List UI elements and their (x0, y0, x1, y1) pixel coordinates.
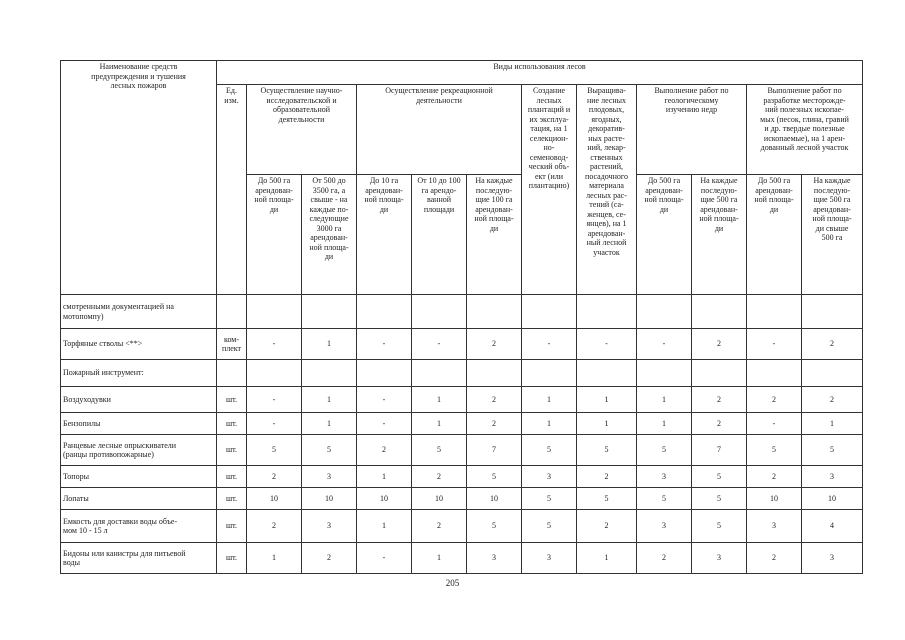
row-value-cell: 1 (357, 510, 412, 543)
row-value-cell: 5 (577, 435, 637, 466)
row-value-cell: 10 (747, 488, 802, 510)
row-value-cell (522, 360, 577, 387)
row-value-cell: 2 (412, 466, 467, 488)
row-value-cell: 10 (302, 488, 357, 510)
row-value-cell: 2 (302, 543, 357, 574)
header-unit-column: Ед. изм. (217, 85, 247, 295)
row-value-cell: - (637, 329, 692, 360)
page-number: 205 (445, 578, 460, 588)
row-value-cell: - (247, 329, 302, 360)
row-value-cell: 3 (302, 510, 357, 543)
header-group-plantations: Создание лесных плантаций и их эксплуа- тация, на 1 селекцион- но- семеновод- ческий объ- ект (или плантацию) (522, 85, 577, 295)
row-value-cell: 1 (577, 543, 637, 574)
table-row (61, 543, 863, 574)
row-value-cell: 2 (467, 387, 522, 413)
row-value-cell (692, 360, 747, 387)
row-value-cell: 5 (467, 510, 522, 543)
row-value-cell: 2 (692, 329, 747, 360)
row-value-cell: 1 (522, 413, 577, 435)
row-value-cell: 2 (577, 466, 637, 488)
row-name: Топоры (61, 466, 217, 488)
row-value-cell: 5 (412, 435, 467, 466)
row-unit: шт. (217, 543, 247, 574)
row-value-cell (802, 360, 863, 387)
row-value-cell: - (357, 413, 412, 435)
row-unit: шт. (217, 466, 247, 488)
row-value-cell (747, 360, 802, 387)
row-value-cell: - (747, 413, 802, 435)
table-row (61, 387, 863, 413)
row-value-cell (357, 295, 412, 329)
table-row (61, 329, 863, 360)
row-value-cell: - (247, 387, 302, 413)
header-group-recreation: Осуществление рекреационной деятельности (357, 85, 522, 175)
row-value-cell: 10 (357, 488, 412, 510)
row-name: Бидоны или канистры для питьевой воды (61, 543, 217, 574)
header-sub-geology-1: До 500 га арендован- ной площа- ди (637, 175, 692, 295)
row-unit: ком- плект (217, 329, 247, 360)
row-value-cell: 1 (637, 387, 692, 413)
header-sub-research-2: От 500 до 3500 га, а свыше - на каждые по- следующие 3000 га арендован- ной площа- ди (302, 175, 357, 295)
row-value-cell: 2 (247, 466, 302, 488)
row-value-cell: 1 (302, 329, 357, 360)
row-value-cell: 5 (692, 466, 747, 488)
norms-table (60, 60, 863, 574)
header-sub-recreation-2: От 10 до 100 га арендо- ванной площади (412, 175, 467, 295)
row-value-cell: 2 (692, 387, 747, 413)
row-value-cell: 5 (637, 488, 692, 510)
row-value-cell: 10 (412, 488, 467, 510)
row-value-cell (247, 360, 302, 387)
row-name: Ранцевые лесные опрыскиватели (ранцы противопожарные) (61, 435, 217, 466)
row-value-cell (692, 295, 747, 329)
row-unit: шт. (217, 387, 247, 413)
row-value-cell (637, 295, 692, 329)
row-value-cell: 2 (577, 510, 637, 543)
row-value-cell: 3 (692, 543, 747, 574)
row-value-cell (247, 295, 302, 329)
row-value-cell: 7 (467, 435, 522, 466)
row-value-cell: 5 (692, 488, 747, 510)
header-sub-mining-1: До 500 га арендован- ной площа- ди (747, 175, 802, 295)
row-value-cell: 2 (747, 466, 802, 488)
header-sub-research-1: До 500 га арендован- ной площа- ди (247, 175, 302, 295)
row-value-cell: 1 (577, 413, 637, 435)
row-value-cell: 1 (412, 543, 467, 574)
row-value-cell: 5 (802, 435, 863, 466)
row-value-cell (802, 295, 863, 329)
row-value-cell: 5 (302, 435, 357, 466)
row-value-cell: 3 (802, 466, 863, 488)
row-name: Бензопилы (61, 413, 217, 435)
row-value-cell: 1 (302, 413, 357, 435)
row-value-cell (412, 295, 467, 329)
row-unit (217, 295, 247, 329)
row-value-cell: 1 (357, 466, 412, 488)
row-value-cell: 2 (247, 510, 302, 543)
row-value-cell: 2 (692, 413, 747, 435)
row-value-cell: 2 (802, 329, 863, 360)
row-name: Емкость для доставки воды объе- мом 10 - 15 л (61, 510, 217, 543)
row-value-cell: 2 (747, 543, 802, 574)
row-value-cell: 10 (247, 488, 302, 510)
row-name: Торфяные стволы <**> (61, 329, 217, 360)
row-value-cell (467, 295, 522, 329)
table-row (61, 510, 863, 543)
row-value-cell: 1 (637, 413, 692, 435)
row-value-cell (637, 360, 692, 387)
row-unit: шт. (217, 510, 247, 543)
row-value-cell: - (522, 329, 577, 360)
row-value-cell: 1 (802, 413, 863, 435)
header-group-title: Виды использования лесов (217, 61, 863, 85)
row-value-cell: - (577, 329, 637, 360)
row-name: Пожарный инструмент: (61, 360, 217, 387)
row-value-cell: 5 (692, 510, 747, 543)
header-sub-mining-2: На каждые последую- щие 500 га арендован- ной площа- ди свыше 500 га (802, 175, 863, 295)
row-value-cell (467, 360, 522, 387)
header-group-geology: Выполнение работ по геологическому изучению недр (637, 85, 747, 175)
table-row (61, 435, 863, 466)
table-row (61, 488, 863, 510)
row-value-cell (577, 360, 637, 387)
row-value-cell: 7 (692, 435, 747, 466)
row-value-cell: 1 (247, 543, 302, 574)
header-name-column: Наименование средств предупреждения и тушения лесных пожаров (61, 61, 217, 295)
header-group-cultivation: Выращива- ние лесных плодовых, ягодных, декоратив- ных расте- ний, лекар- ственных растений, посадочного материала лесных рас- тений (са- женцев, се- янцев), на 1 арендован- ный лесной участок (577, 85, 637, 295)
row-value-cell: 5 (747, 435, 802, 466)
row-value-cell: 2 (412, 510, 467, 543)
row-value-cell: 5 (577, 488, 637, 510)
row-value-cell: 5 (522, 488, 577, 510)
row-unit: шт. (217, 488, 247, 510)
row-name: Лопаты (61, 488, 217, 510)
row-value-cell: 5 (247, 435, 302, 466)
row-value-cell: 5 (467, 466, 522, 488)
row-value-cell: 2 (357, 435, 412, 466)
row-value-cell: 4 (802, 510, 863, 543)
row-value-cell: 5 (522, 435, 577, 466)
header-group-mining: Выполнение работ по разработке месторожде- ний полезных ископае- мых (песок, глина, гравий и др. твердые полезные ископаемые), на 1 арен- дованный лесной участок (747, 85, 863, 175)
row-value-cell: 3 (302, 466, 357, 488)
table-row (61, 413, 863, 435)
row-value-cell (412, 360, 467, 387)
row-value-cell (747, 295, 802, 329)
row-value-cell: 3 (637, 466, 692, 488)
row-value-cell: - (357, 329, 412, 360)
row-value-cell: 2 (467, 413, 522, 435)
row-value-cell: - (357, 543, 412, 574)
row-value-cell: 2 (747, 387, 802, 413)
header-group-research: Осуществление научно- исследовательской и образовательной деятельности (247, 85, 357, 175)
row-value-cell: 1 (412, 387, 467, 413)
row-value-cell: 3 (747, 510, 802, 543)
table-row (61, 360, 863, 387)
row-value-cell (302, 295, 357, 329)
row-value-cell: 5 (637, 435, 692, 466)
row-value-cell: - (357, 387, 412, 413)
header-sub-recreation-1: До 10 га арендован- ной площа- ди (357, 175, 412, 295)
row-value-cell: 10 (802, 488, 863, 510)
row-value-cell: 1 (577, 387, 637, 413)
row-value-cell: 2 (467, 329, 522, 360)
row-name: Воздуходувки (61, 387, 217, 413)
table-row (61, 466, 863, 488)
row-value-cell: 10 (467, 488, 522, 510)
row-value-cell: - (747, 329, 802, 360)
row-name: смотренными документацией на мотопомпу) (61, 295, 217, 329)
row-unit (217, 360, 247, 387)
row-value-cell: 2 (637, 543, 692, 574)
row-value-cell: 1 (302, 387, 357, 413)
row-value-cell: 3 (467, 543, 522, 574)
row-unit: шт. (217, 435, 247, 466)
row-value-cell: 3 (802, 543, 863, 574)
row-value-cell: 2 (802, 387, 863, 413)
header-sub-recreation-3: На каждые последую- щие 100 га арендован- ной площа- ди (467, 175, 522, 295)
row-value-cell: - (247, 413, 302, 435)
row-value-cell (302, 360, 357, 387)
row-value-cell: 3 (637, 510, 692, 543)
row-value-cell (577, 295, 637, 329)
row-value-cell: 3 (522, 466, 577, 488)
row-value-cell (357, 360, 412, 387)
table-row (61, 295, 863, 329)
row-value-cell: 1 (522, 387, 577, 413)
row-value-cell (522, 295, 577, 329)
row-value-cell: 5 (522, 510, 577, 543)
header-sub-geology-2: На каждые последую- щие 500 га арендован- ной площа- ди (692, 175, 747, 295)
row-unit: шт. (217, 413, 247, 435)
row-value-cell: 3 (522, 543, 577, 574)
row-value-cell: - (412, 329, 467, 360)
row-value-cell: 1 (412, 413, 467, 435)
